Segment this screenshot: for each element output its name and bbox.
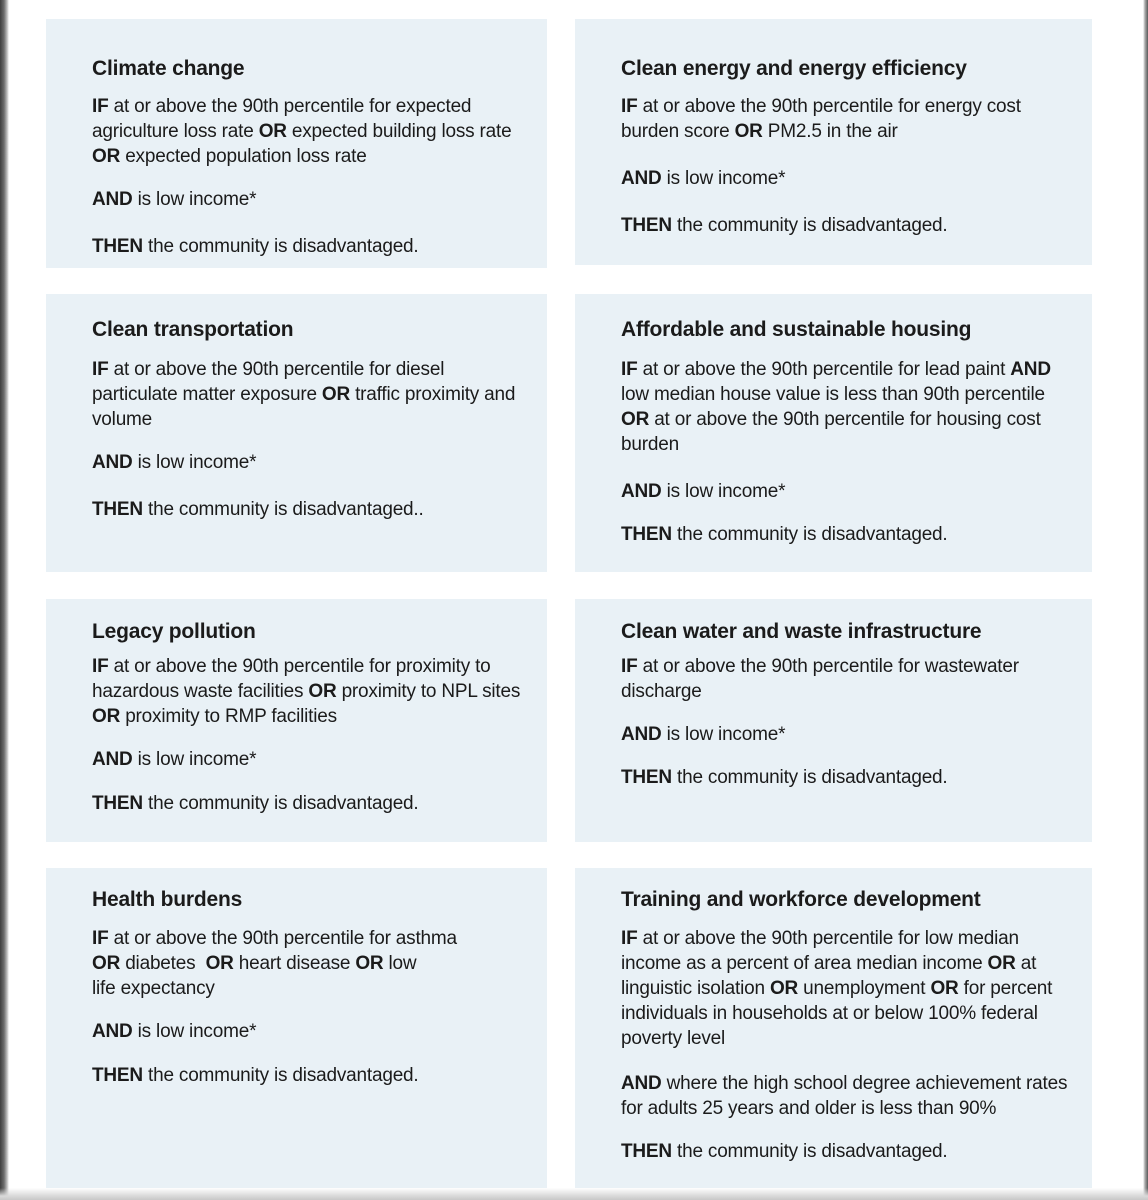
and-condition: AND is low income* <box>621 724 786 745</box>
card-health-burdens <box>46 868 547 1188</box>
card-clean-energy <box>575 19 1092 265</box>
if-condition: IF at or above the 90th percentile for lead paint AND low median house value is less than 90th percentile OR at or above the 90th percentile for housing cost burden <box>621 359 1051 455</box>
if-condition: IF at or above the 90th percentile for asthma OR diabetes OR heart disease OR low life expectancy <box>92 928 457 999</box>
and-condition: AND is low income* <box>92 452 257 473</box>
card-legacy-pollution <box>46 599 547 842</box>
then-result: THEN the community is disadvantaged. <box>621 524 948 545</box>
then-result: THEN the community is disadvantaged.. <box>92 499 424 520</box>
then-result: THEN the community is disadvantaged. <box>92 793 419 814</box>
page-bottom-edge <box>0 1188 1148 1200</box>
and-condition: AND is low income* <box>92 749 257 770</box>
card-title: Clean transportation <box>92 318 294 341</box>
page-right-edge <box>1143 0 1148 1200</box>
then-result: THEN the community is disadvantaged. <box>621 1141 948 1162</box>
and-condition: AND is low income* <box>92 1021 257 1042</box>
if-condition: IF at or above the 90th percentile for low median income as a percent of area median income OR at linguistic isolation OR unemployment OR for percent individuals in households at or below 100% federal poverty level <box>621 928 1053 1049</box>
and-condition: AND is low income* <box>92 189 257 210</box>
and-condition: AND where the high school degree achievement rates for adults 25 years and older is less than 90% <box>621 1073 1068 1119</box>
if-condition: IF at or above the 90th percentile for energy cost burden score OR PM2.5 in the air <box>621 96 1021 142</box>
card-affordable-housing <box>575 294 1092 572</box>
then-result: THEN the community is disadvantaged. <box>92 1065 419 1086</box>
then-result: THEN the community is disadvantaged. <box>621 215 948 236</box>
if-condition: IF at or above the 90th percentile for proximity to hazardous waste facilities OR proximity to NPL sites OR proximity to RMP facilities <box>92 656 521 727</box>
card-title: Climate change <box>92 57 245 80</box>
page-left-edge <box>0 0 9 1200</box>
if-condition: IF at or above the 90th percentile for wastewater discharge <box>621 656 1019 702</box>
and-condition: AND is low income* <box>621 481 786 502</box>
and-condition: AND is low income* <box>621 168 786 189</box>
then-result: THEN the community is disadvantaged. <box>621 767 948 788</box>
card-climate-change <box>46 19 547 268</box>
card-training-workforce <box>575 868 1092 1188</box>
if-condition: IF at or above the 90th percentile for expected agriculture loss rate OR expected building loss rate OR expected population loss rate <box>92 96 512 167</box>
card-title: Health burdens <box>92 888 243 911</box>
card-title: Clean energy and energy efficiency <box>621 57 967 80</box>
card-clean-transportation <box>46 294 547 572</box>
then-result: THEN the community is disadvantaged. <box>92 236 419 257</box>
card-title: Legacy pollution <box>92 620 256 643</box>
card-title: Training and workforce development <box>621 888 981 911</box>
card-title: Affordable and sustainable housing <box>621 318 972 341</box>
card-title: Clean water and waste infrastructure <box>621 620 982 643</box>
card-clean-water <box>575 599 1092 842</box>
if-condition: IF at or above the 90th percentile for diesel particulate matter exposure OR traffic proximity and volume <box>92 359 516 430</box>
